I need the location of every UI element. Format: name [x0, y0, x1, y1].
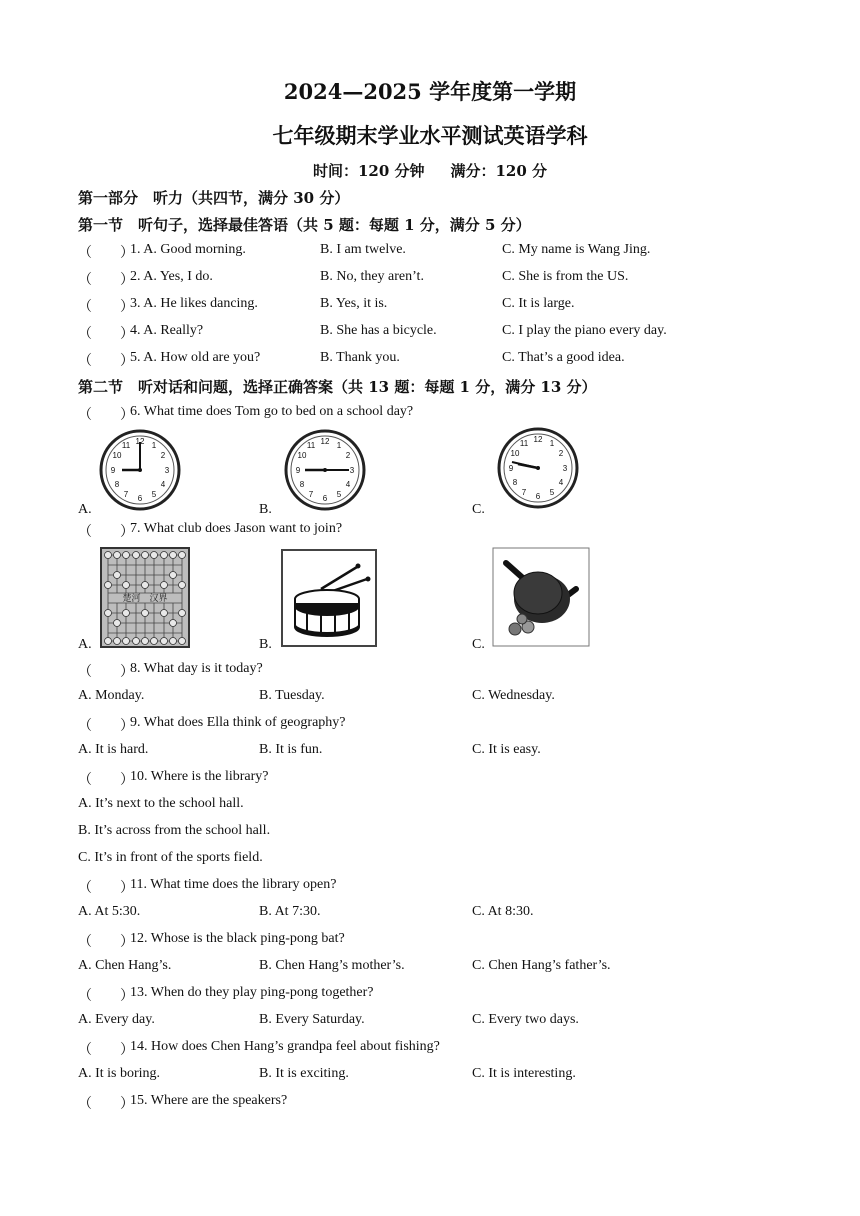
- question-text: 12. Whose is the black ping-pong bat?: [130, 931, 345, 946]
- question-text: 9. What does Ella think of geography?: [130, 715, 346, 730]
- question-text: 11. What time does the library open?: [130, 877, 337, 892]
- option-c[interactable]: C. Every two days.: [472, 1012, 579, 1027]
- svg-text:7: 7: [123, 490, 129, 499]
- option-a: 4. A. Really?: [130, 323, 204, 338]
- option-b[interactable]: B. It’s across from the school hall.: [78, 823, 271, 838]
- exam-score: 满分：120 分: [450, 162, 548, 180]
- clock-icon: [496, 426, 580, 510]
- option-label: C.: [472, 502, 485, 517]
- clock-icon: [98, 428, 182, 512]
- question-text: 14. How does Chen Hang’s grandpa feel about fishing?: [130, 1039, 440, 1054]
- options-row: [78, 823, 778, 845]
- svg-text:2: 2: [160, 451, 166, 460]
- option-b: B. Thank you.: [320, 350, 400, 365]
- option-label: C.: [472, 637, 485, 652]
- option-b[interactable]: B. At 7:30.: [259, 904, 321, 919]
- svg-text:2: 2: [558, 449, 564, 458]
- svg-text:11: 11: [121, 441, 131, 450]
- svg-text:10: 10: [112, 451, 122, 460]
- option-c: C. My name is Wang Jing.: [502, 242, 651, 257]
- answer-blank[interactable]: （ ）: [78, 354, 134, 369]
- svg-text:3: 3: [164, 466, 170, 475]
- question-row: [78, 1039, 778, 1061]
- question-row: [78, 323, 778, 345]
- answer-blank[interactable]: （ ）: [78, 273, 134, 288]
- answer-blank[interactable]: （ ）: [78, 1043, 134, 1058]
- ping-pong-icon: [492, 547, 590, 647]
- option-a: 5. A. How old are you?: [130, 350, 261, 365]
- answer-blank[interactable]: （ ）: [78, 1097, 134, 1112]
- question-row: [78, 296, 778, 318]
- options-row: [78, 742, 778, 764]
- options-row: [78, 904, 778, 926]
- option-c[interactable]: C. It’s in front of the sports field.: [78, 850, 263, 865]
- svg-text:5: 5: [549, 488, 555, 497]
- question-text: 10. Where is the library?: [130, 769, 269, 784]
- svg-text:6: 6: [535, 492, 541, 501]
- option-label: A.: [78, 502, 92, 517]
- svg-text:8: 8: [512, 478, 518, 487]
- answer-blank[interactable]: （ ）: [78, 881, 134, 896]
- svg-text:1: 1: [549, 439, 555, 448]
- options-row: [78, 1066, 778, 1088]
- image-option-b[interactable]: [259, 428, 379, 518]
- option-c: C. I play the piano every day.: [502, 323, 667, 338]
- option-c[interactable]: C. Chen Hang’s father’s.: [472, 958, 611, 973]
- option-c[interactable]: C. It is interesting.: [472, 1066, 576, 1081]
- exam-title-subject: 七年级期末学业水平测试英语学科: [272, 123, 588, 148]
- svg-text:3: 3: [562, 464, 568, 473]
- svg-text:4: 4: [558, 478, 564, 487]
- answer-blank[interactable]: （ ）: [78, 719, 134, 734]
- option-a[interactable]: A. Every day.: [78, 1012, 155, 1027]
- answer-blank[interactable]: （ ）: [78, 327, 134, 342]
- image-option-c[interactable]: [472, 426, 592, 518]
- option-label: B.: [259, 502, 272, 517]
- question-row: [78, 769, 778, 791]
- question-row: [78, 1093, 778, 1115]
- river-text: 楚河 汉界: [122, 594, 168, 604]
- svg-text:8: 8: [299, 480, 305, 489]
- svg-text:3: 3: [349, 466, 355, 475]
- option-a: 3. A. He likes dancing.: [130, 296, 258, 311]
- question-text: 8. What day is it today?: [130, 661, 263, 676]
- option-c[interactable]: C. It is easy.: [472, 742, 541, 757]
- image-option-a[interactable]: [78, 547, 193, 653]
- options-row: [78, 796, 778, 818]
- svg-text:5: 5: [151, 490, 157, 499]
- svg-text:12: 12: [135, 437, 145, 446]
- clock-icon: [283, 428, 367, 512]
- image-option-c[interactable]: [472, 547, 597, 653]
- svg-text:12: 12: [320, 437, 330, 446]
- option-a: 1. A. Good morning.: [130, 242, 246, 257]
- section2-title: 第二节 听对话和问题，选择正确答案（共 13 题：每题 1 分，满分 13 分）: [78, 378, 597, 396]
- answer-blank[interactable]: （ ）: [78, 408, 134, 423]
- svg-text:1: 1: [336, 441, 342, 450]
- option-b: B. She has a bicycle.: [320, 323, 437, 338]
- options-row: [78, 1012, 778, 1034]
- option-c[interactable]: C. At 8:30.: [472, 904, 534, 919]
- exam-time: 时间：120 分钟: [312, 162, 425, 180]
- question-row: [78, 404, 778, 426]
- svg-text:9: 9: [110, 466, 116, 475]
- answer-blank[interactable]: （ ）: [78, 989, 134, 1004]
- options-row: [78, 958, 778, 980]
- image-option-b[interactable]: [259, 549, 384, 653]
- svg-text:9: 9: [508, 464, 514, 473]
- answer-blank[interactable]: （ ）: [78, 300, 134, 315]
- option-a[interactable]: A. It’s next to the school hall.: [78, 796, 244, 811]
- svg-text:4: 4: [345, 480, 351, 489]
- svg-text:10: 10: [510, 449, 520, 458]
- option-c[interactable]: C. Wednesday.: [472, 688, 555, 703]
- option-b: B. I am twelve.: [320, 242, 406, 257]
- answer-blank[interactable]: （ ）: [78, 525, 134, 540]
- option-a[interactable]: A. Chen Hang’s.: [78, 958, 172, 973]
- option-a[interactable]: A. Monday.: [78, 688, 145, 703]
- svg-text:12: 12: [533, 435, 543, 444]
- option-a[interactable]: A. It is boring.: [78, 1066, 161, 1081]
- question-row: [78, 521, 778, 543]
- svg-text:11: 11: [519, 439, 529, 448]
- answer-blank[interactable]: （ ）: [78, 665, 134, 680]
- option-b: B. No, they aren’t.: [320, 269, 424, 284]
- question-row: [78, 985, 778, 1007]
- image-option-a[interactable]: [78, 428, 188, 518]
- svg-text:11: 11: [306, 441, 316, 450]
- svg-text:7: 7: [308, 490, 314, 499]
- answer-blank[interactable]: （ ）: [78, 773, 134, 788]
- answer-blank[interactable]: （ ）: [78, 935, 134, 950]
- chinese-chess-board-icon: [100, 547, 190, 648]
- option-c: C. That’s a good idea.: [502, 350, 625, 365]
- option-b: B. Yes, it is.: [320, 296, 388, 311]
- option-a[interactable]: A. At 5:30.: [78, 904, 141, 919]
- option-a: 2. A. Yes, I do.: [130, 269, 213, 284]
- question-row: [78, 661, 778, 683]
- option-label: A.: [78, 637, 92, 652]
- exam-meta: [0, 160, 860, 181]
- option-label: B.: [259, 637, 272, 652]
- option-a[interactable]: A. It is hard.: [78, 742, 149, 757]
- options-row: [78, 850, 778, 872]
- svg-text:8: 8: [114, 480, 120, 489]
- svg-text:7: 7: [521, 488, 527, 497]
- question-row: [78, 242, 778, 264]
- svg-text:1: 1: [151, 441, 157, 450]
- question-row: [78, 715, 778, 737]
- svg-text:6: 6: [322, 494, 328, 503]
- question-row: [78, 877, 778, 899]
- option-c: C. She is from the US.: [502, 269, 629, 284]
- option-b[interactable]: B. Every Saturday.: [259, 1012, 365, 1027]
- option-b[interactable]: B. Chen Hang’s mother’s.: [259, 958, 405, 973]
- svg-text:6: 6: [137, 494, 143, 503]
- part1-title: 第一部分 听力（共四节，满分 30 分）: [78, 189, 350, 207]
- options-row: [78, 688, 778, 710]
- svg-text:9: 9: [295, 466, 301, 475]
- option-b[interactable]: B. It is exciting.: [259, 1066, 349, 1081]
- question-text: 13. When do they play ping-pong together?: [130, 985, 374, 1000]
- drum-icon: [281, 549, 377, 647]
- svg-text:4: 4: [160, 480, 166, 489]
- section1-title: 第一节 听句子，选择最佳答语（共 5 题：每题 1 分，满分 5 分）: [78, 216, 531, 234]
- answer-blank[interactable]: （ ）: [78, 246, 134, 261]
- svg-text:2: 2: [345, 451, 351, 460]
- exam-title-year: 2024—2025 学年度第一学期: [283, 79, 577, 104]
- question-text: 6. What time does Tom go to bed on a school day?: [130, 404, 414, 419]
- question-row: [78, 931, 778, 953]
- question-row: [78, 350, 778, 372]
- svg-text:5: 5: [336, 490, 342, 499]
- question-text: 15. Where are the speakers?: [130, 1093, 288, 1108]
- svg-text:10: 10: [297, 451, 307, 460]
- option-b[interactable]: B. It is fun.: [259, 742, 323, 757]
- option-c: C. It is large.: [502, 296, 575, 311]
- question-text: 7. What club does Jason want to join?: [130, 521, 343, 536]
- option-b[interactable]: B. Tuesday.: [259, 688, 325, 703]
- question-row: [78, 269, 778, 291]
